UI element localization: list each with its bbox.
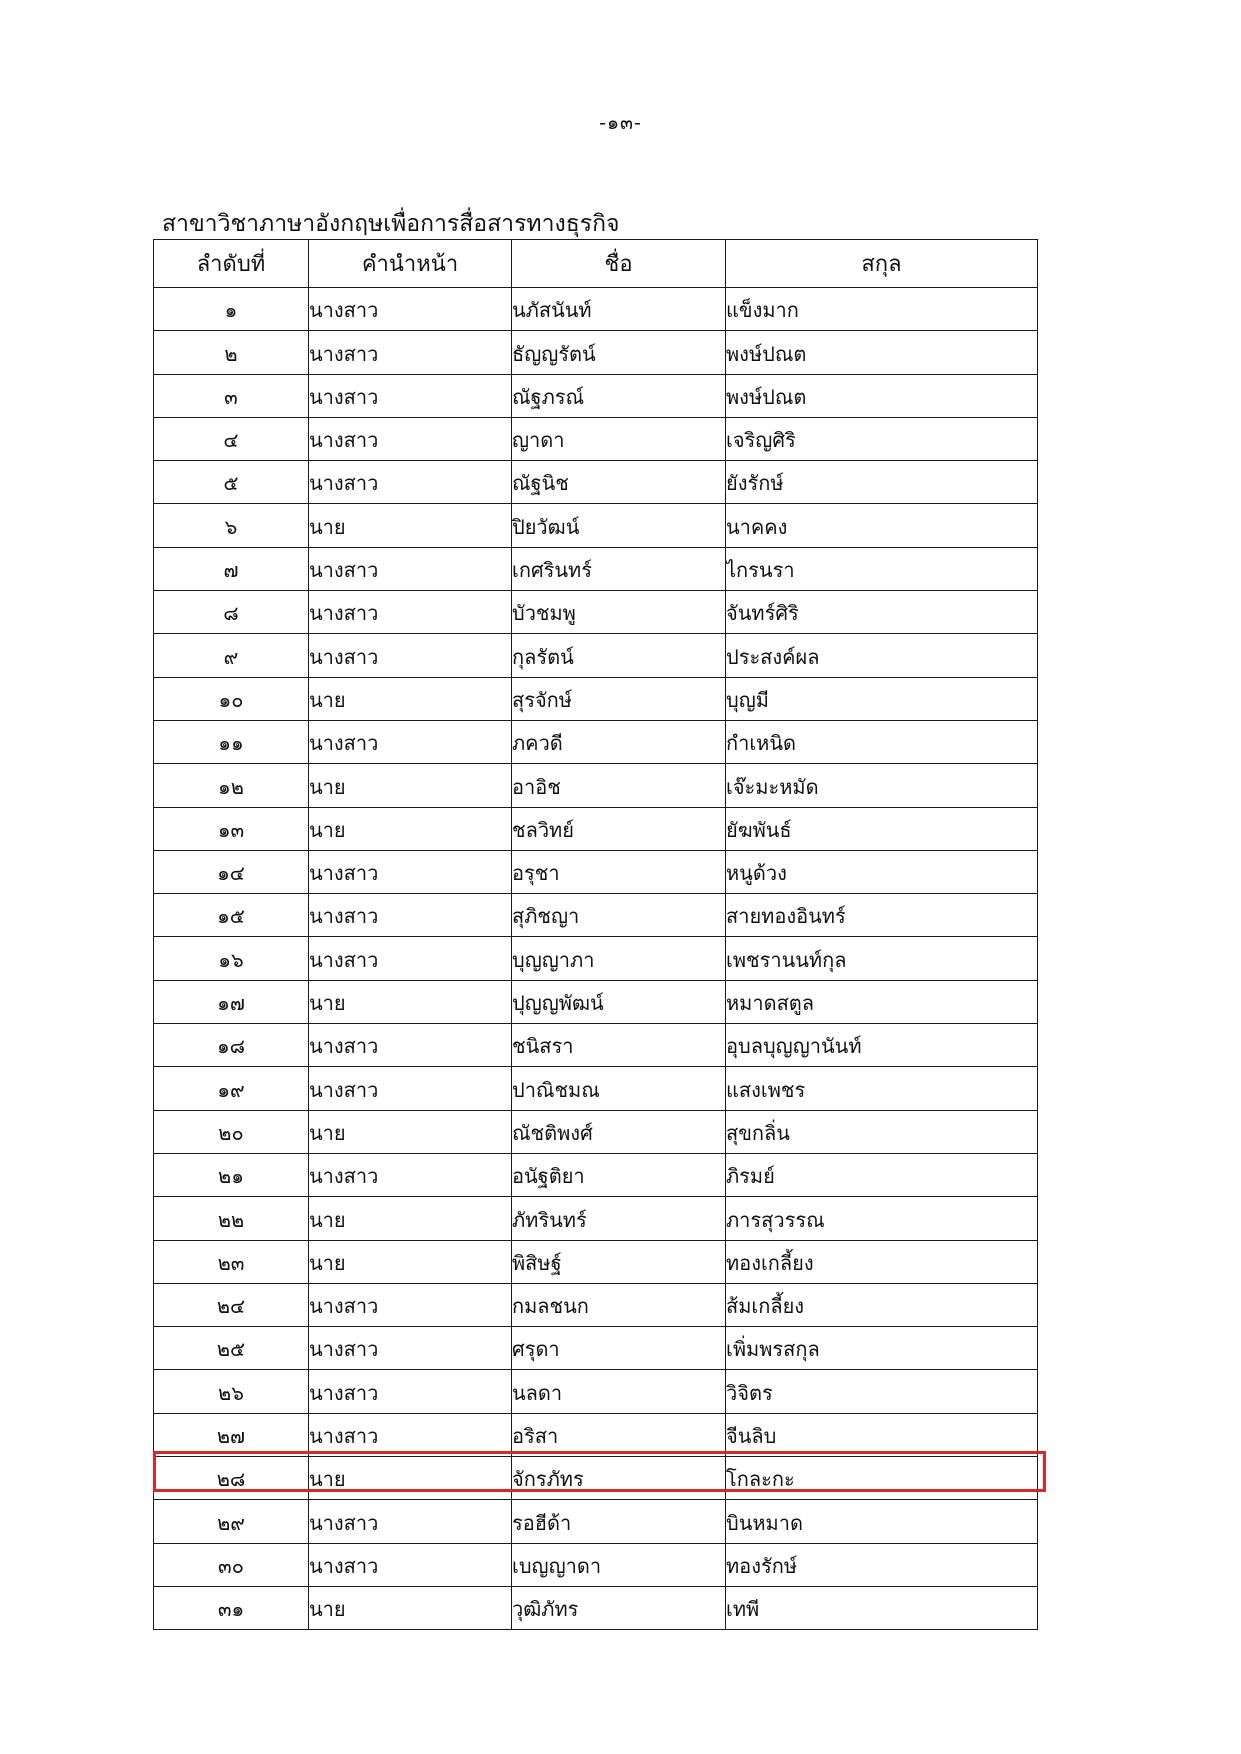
surname-cell: จันทร์ศิริ — [726, 591, 1038, 634]
table-row — [154, 1413, 1038, 1456]
header-prefix: คำนำหน้า — [309, 240, 512, 288]
surname-cell: กำเหนิด — [726, 720, 1038, 763]
surname-cell: ส้มเกลี้ยง — [726, 1283, 1038, 1326]
prefix-cell: นางสาว — [309, 1543, 512, 1586]
table-row — [154, 331, 1038, 374]
table-row — [154, 1543, 1038, 1586]
sequence-cell: ๑๔ — [154, 850, 309, 893]
first-name-cell: ญาดา — [512, 417, 726, 460]
sequence-cell: ๑๕ — [154, 894, 309, 937]
table-body — [154, 288, 1038, 1630]
prefix-cell: นาย — [309, 1110, 512, 1153]
sequence-cell: ๓๐ — [154, 1543, 309, 1586]
surname-cell: วิจิตร — [726, 1370, 1038, 1413]
first-name-cell: ณัฐนิช — [512, 461, 726, 504]
sequence-cell: ๓๑ — [154, 1586, 309, 1629]
sequence-cell: ๒ — [154, 331, 309, 374]
sequence-cell: ๗ — [154, 547, 309, 590]
table-row — [154, 1240, 1038, 1283]
sequence-cell: ๓ — [154, 374, 309, 417]
prefix-cell: นางสาว — [309, 1024, 512, 1067]
prefix-cell: นางสาว — [309, 374, 512, 417]
table-row — [154, 937, 1038, 980]
surname-cell: แข็งมาก — [726, 288, 1038, 331]
sequence-cell: ๒๒ — [154, 1197, 309, 1240]
table-row — [154, 1500, 1038, 1543]
first-name-cell: อริสา — [512, 1413, 726, 1456]
table-row — [154, 1370, 1038, 1413]
first-name-cell: อรุชา — [512, 850, 726, 893]
prefix-cell: นางสาว — [309, 1327, 512, 1370]
first-name-cell: วุฒิภัทร — [512, 1586, 726, 1629]
table-row — [154, 1457, 1038, 1500]
prefix-cell: นางสาว — [309, 1500, 512, 1543]
prefix-cell: นาย — [309, 1240, 512, 1283]
table-row — [154, 417, 1038, 460]
first-name-cell: ธัญญรัตน์ — [512, 331, 726, 374]
first-name-cell: กมลชนก — [512, 1283, 726, 1326]
prefix-cell: นาย — [309, 1586, 512, 1629]
table-row — [154, 807, 1038, 850]
prefix-cell: นาย — [309, 1197, 512, 1240]
table-row — [154, 720, 1038, 763]
prefix-cell: นางสาว — [309, 937, 512, 980]
surname-cell: สุขกลิ่น — [726, 1110, 1038, 1153]
table-row — [154, 1067, 1038, 1110]
page-number: -๑๓- — [599, 112, 642, 134]
table-row — [154, 374, 1038, 417]
first-name-cell: บัวชมพู — [512, 591, 726, 634]
sequence-cell: ๒๗ — [154, 1413, 309, 1456]
surname-cell: หนูด้วง — [726, 850, 1038, 893]
sequence-cell: ๒๕ — [154, 1327, 309, 1370]
sequence-cell: ๒๑ — [154, 1153, 309, 1196]
sequence-cell: ๑๙ — [154, 1067, 309, 1110]
table-row — [154, 634, 1038, 677]
first-name-cell: ณัฐภรณ์ — [512, 374, 726, 417]
prefix-cell: นาย — [309, 807, 512, 850]
sequence-cell: ๑๓ — [154, 807, 309, 850]
first-name-cell: ปุญญพัฒน์ — [512, 980, 726, 1023]
sequence-cell: ๑๑ — [154, 720, 309, 763]
table-row — [154, 288, 1038, 331]
surname-cell: เพิ่มพรสกุล — [726, 1327, 1038, 1370]
sequence-cell: ๑๖ — [154, 937, 309, 980]
sequence-cell: ๒๘ — [154, 1457, 309, 1500]
first-name-cell: ภัทรินทร์ — [512, 1197, 726, 1240]
prefix-cell: นางสาว — [309, 331, 512, 374]
prefix-cell: นาย — [309, 677, 512, 720]
prefix-cell: นาย — [309, 504, 512, 547]
first-name-cell: พิสิษฐ์ — [512, 1240, 726, 1283]
sequence-cell: ๘ — [154, 591, 309, 634]
sequence-cell: ๒๙ — [154, 1500, 309, 1543]
header-sequence: ลำดับที่ — [154, 240, 309, 288]
surname-cell: เพชรานนท์กุล — [726, 937, 1038, 980]
prefix-cell: นางสาว — [309, 461, 512, 504]
surname-cell: หมาดสตูล — [726, 980, 1038, 1023]
surname-cell: บินหมาด — [726, 1500, 1038, 1543]
prefix-cell: นางสาว — [309, 720, 512, 763]
surname-cell: ภิรมย์ — [726, 1153, 1038, 1196]
first-name-cell: สุรจักษ์ — [512, 677, 726, 720]
prefix-cell: นางสาว — [309, 1153, 512, 1196]
first-name-cell: นลดา — [512, 1370, 726, 1413]
section-title: สาขาวิชาภาษาอังกฤษเพื่อการสื่อสารทางธุรกิจ — [162, 211, 620, 237]
first-name-cell: ศรุดา — [512, 1327, 726, 1370]
table-row — [154, 547, 1038, 590]
table-row — [154, 764, 1038, 807]
surname-cell: เจ๊ะมะหมัด — [726, 764, 1038, 807]
surname-cell: ยังรักษ์ — [726, 461, 1038, 504]
first-name-cell: ณัชติพงศ์ — [512, 1110, 726, 1153]
table-row — [154, 894, 1038, 937]
surname-cell: ไกรนรา — [726, 547, 1038, 590]
sequence-cell: ๑๘ — [154, 1024, 309, 1067]
table-row — [154, 1586, 1038, 1629]
surname-cell: จีนลิบ — [726, 1413, 1038, 1456]
table-row — [154, 504, 1038, 547]
first-name-cell: ปาณิชมณ — [512, 1067, 726, 1110]
surname-cell: พงษ์ปณต — [726, 374, 1038, 417]
prefix-cell: นาย — [309, 980, 512, 1023]
table-row — [154, 461, 1038, 504]
sequence-cell: ๑๗ — [154, 980, 309, 1023]
sequence-cell: ๑ — [154, 288, 309, 331]
surname-cell: ภารสุวรรณ — [726, 1197, 1038, 1240]
table-row — [154, 850, 1038, 893]
prefix-cell: นางสาว — [309, 850, 512, 893]
surname-cell: สายทองอินทร์ — [726, 894, 1038, 937]
first-name-cell: กุลรัตน์ — [512, 634, 726, 677]
table-row — [154, 677, 1038, 720]
sequence-cell: ๔ — [154, 417, 309, 460]
table-row — [154, 1110, 1038, 1153]
first-name-cell: อาอิช — [512, 764, 726, 807]
table-row — [154, 1283, 1038, 1326]
first-name-cell: ปิยวัฒน์ — [512, 504, 726, 547]
surname-cell: บุญมี — [726, 677, 1038, 720]
sequence-cell: ๒๓ — [154, 1240, 309, 1283]
prefix-cell: นางสาว — [309, 1370, 512, 1413]
first-name-cell: ภควดี — [512, 720, 726, 763]
first-name-cell: นภัสนันท์ — [512, 288, 726, 331]
first-name-cell: ชนิสรา — [512, 1024, 726, 1067]
sequence-cell: ๒๔ — [154, 1283, 309, 1326]
sequence-cell: ๑๒ — [154, 764, 309, 807]
prefix-cell: นางสาว — [309, 634, 512, 677]
first-name-cell: เกศรินทร์ — [512, 547, 726, 590]
sequence-cell: ๕ — [154, 461, 309, 504]
table-row — [154, 1153, 1038, 1196]
prefix-cell: นางสาว — [309, 591, 512, 634]
prefix-cell: นางสาว — [309, 894, 512, 937]
sequence-cell: ๑๐ — [154, 677, 309, 720]
surname-cell: โกละกะ — [726, 1457, 1038, 1500]
surname-cell: ทองรักษ์ — [726, 1543, 1038, 1586]
surname-cell: ประสงค์ผล — [726, 634, 1038, 677]
header-first-name: ชื่อ — [512, 240, 726, 288]
table-row — [154, 591, 1038, 634]
student-list-table — [153, 239, 1038, 1630]
first-name-cell: สุภิชญา — [512, 894, 726, 937]
table-row — [154, 1327, 1038, 1370]
table-row — [154, 980, 1038, 1023]
table-header-row — [154, 240, 1038, 288]
table-row — [154, 1197, 1038, 1240]
surname-cell: ทองเกลี้ยง — [726, 1240, 1038, 1283]
sequence-cell: ๒๖ — [154, 1370, 309, 1413]
sequence-cell: ๖ — [154, 504, 309, 547]
first-name-cell: อนัฐติยา — [512, 1153, 726, 1196]
surname-cell: เทพี — [726, 1586, 1038, 1629]
surname-cell: พงษ์ปณต — [726, 331, 1038, 374]
prefix-cell: นางสาว — [309, 417, 512, 460]
first-name-cell: จักรภัทร — [512, 1457, 726, 1500]
prefix-cell: นางสาว — [309, 1283, 512, 1326]
first-name-cell: เบญญาดา — [512, 1543, 726, 1586]
table-row — [154, 1024, 1038, 1067]
prefix-cell: นางสาว — [309, 1067, 512, 1110]
sequence-cell: ๒๐ — [154, 1110, 309, 1153]
sequence-cell: ๙ — [154, 634, 309, 677]
prefix-cell: นางสาว — [309, 1413, 512, 1456]
surname-cell: อุบลบุญญานันท์ — [726, 1024, 1038, 1067]
surname-cell: นาคคง — [726, 504, 1038, 547]
surname-cell: ยัฆพันธ์ — [726, 807, 1038, 850]
prefix-cell: นางสาว — [309, 547, 512, 590]
first-name-cell: ชลวิทย์ — [512, 807, 726, 850]
prefix-cell: นางสาว — [309, 288, 512, 331]
surname-cell: แสงเพชร — [726, 1067, 1038, 1110]
prefix-cell: นาย — [309, 1457, 512, 1500]
first-name-cell: บุญญาภา — [512, 937, 726, 980]
first-name-cell: รอฮีด้า — [512, 1500, 726, 1543]
prefix-cell: นาย — [309, 764, 512, 807]
surname-cell: เจริญศิริ — [726, 417, 1038, 460]
header-surname: สกุล — [726, 240, 1038, 288]
